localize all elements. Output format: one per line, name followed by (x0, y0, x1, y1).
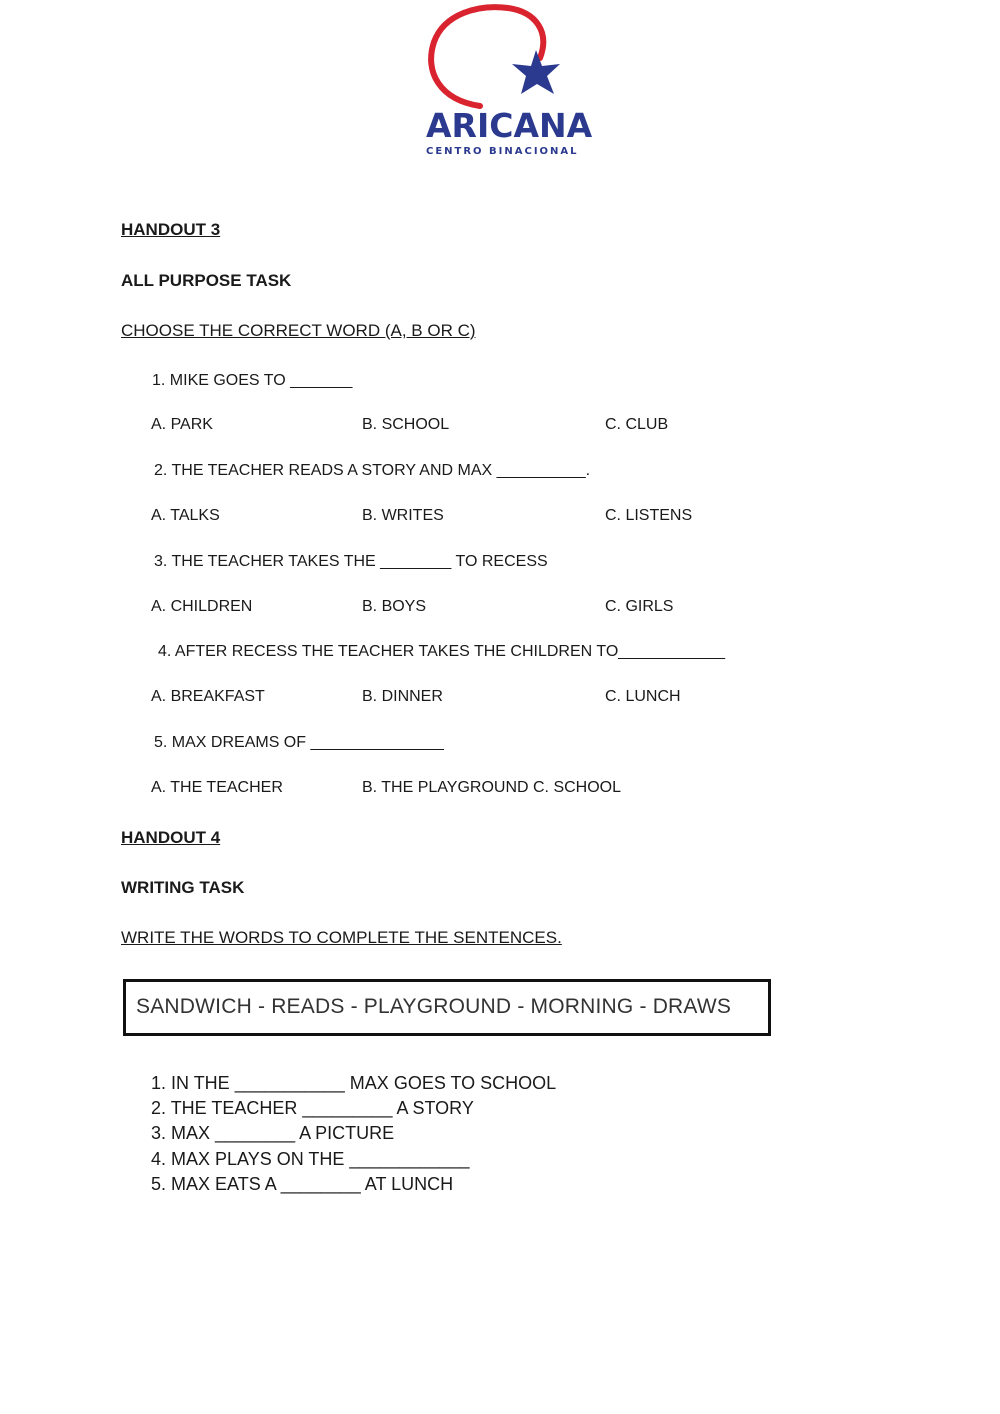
question-4: 4. AFTER RECESS THE TEACHER TAKES THE CHILDREN TO____________ (158, 643, 726, 660)
q4-option-c: C. LUNCH (605, 688, 681, 705)
handout3-task: ALL PURPOSE TASK (121, 271, 292, 290)
question-3: 3. THE TEACHER TAKES THE ________ TO RECESS (154, 553, 548, 570)
sentence-5: 5. MAX EATS A ________ AT LUNCH (151, 1174, 454, 1194)
q2-option-b: B. WRITES (362, 507, 444, 524)
handout4-title: HANDOUT 4 (121, 828, 221, 847)
q2-option-a: A. TALKS (151, 507, 220, 524)
question-2: 2. THE TEACHER READS A STORY AND MAX __________. (154, 462, 591, 479)
logo-name: ARICANA (426, 106, 593, 145)
handout4-instruction: WRITE THE WORDS TO COMPLETE THE SENTENCES. (121, 928, 562, 947)
q1-option-a: A. PARK (151, 416, 213, 433)
word-bank: SANDWICH - READS - PLAYGROUND - MORNING - DRAWS (136, 995, 732, 1018)
sentence-3: 3. MAX ________ A PICTURE (151, 1123, 395, 1143)
q5-option-a: A. THE TEACHER (151, 779, 283, 796)
q3-option-c: C. GIRLS (605, 598, 674, 615)
q1-option-c: C. CLUB (605, 416, 669, 433)
word-bank-box (123, 979, 771, 1036)
logo-emblem-icon (420, 2, 580, 112)
q3-option-b: B. BOYS (362, 598, 427, 615)
q5-option-b-c: B. THE PLAYGROUND C. SCHOOL (362, 779, 622, 796)
q2-option-c: C. LISTENS (605, 507, 693, 524)
handout4-task: WRITING TASK (121, 878, 245, 897)
q4-option-a: A. BREAKFAST (151, 688, 265, 705)
q3-option-a: A. CHILDREN (151, 598, 253, 615)
sentence-2: 2. THE TEACHER _________ A STORY (151, 1098, 474, 1118)
question-1: 1. MIKE GOES TO _______ (152, 372, 353, 389)
question-5: 5. MAX DREAMS OF _______________ (154, 734, 444, 751)
q1-option-b: B. SCHOOL (362, 416, 450, 433)
handout3-instruction: CHOOSE THE CORRECT WORD (A, B OR C) (121, 321, 476, 340)
aricana-logo (420, 2, 593, 162)
sentence-4: 4. MAX PLAYS ON THE ____________ (151, 1149, 470, 1169)
q4-option-b: B. DINNER (362, 688, 443, 705)
handout3-title: HANDOUT 3 (121, 220, 221, 239)
sentence-1: 1. IN THE ___________ MAX GOES TO SCHOOL (151, 1073, 557, 1093)
logo-subtitle: CENTRO BINACIONAL (426, 146, 579, 157)
